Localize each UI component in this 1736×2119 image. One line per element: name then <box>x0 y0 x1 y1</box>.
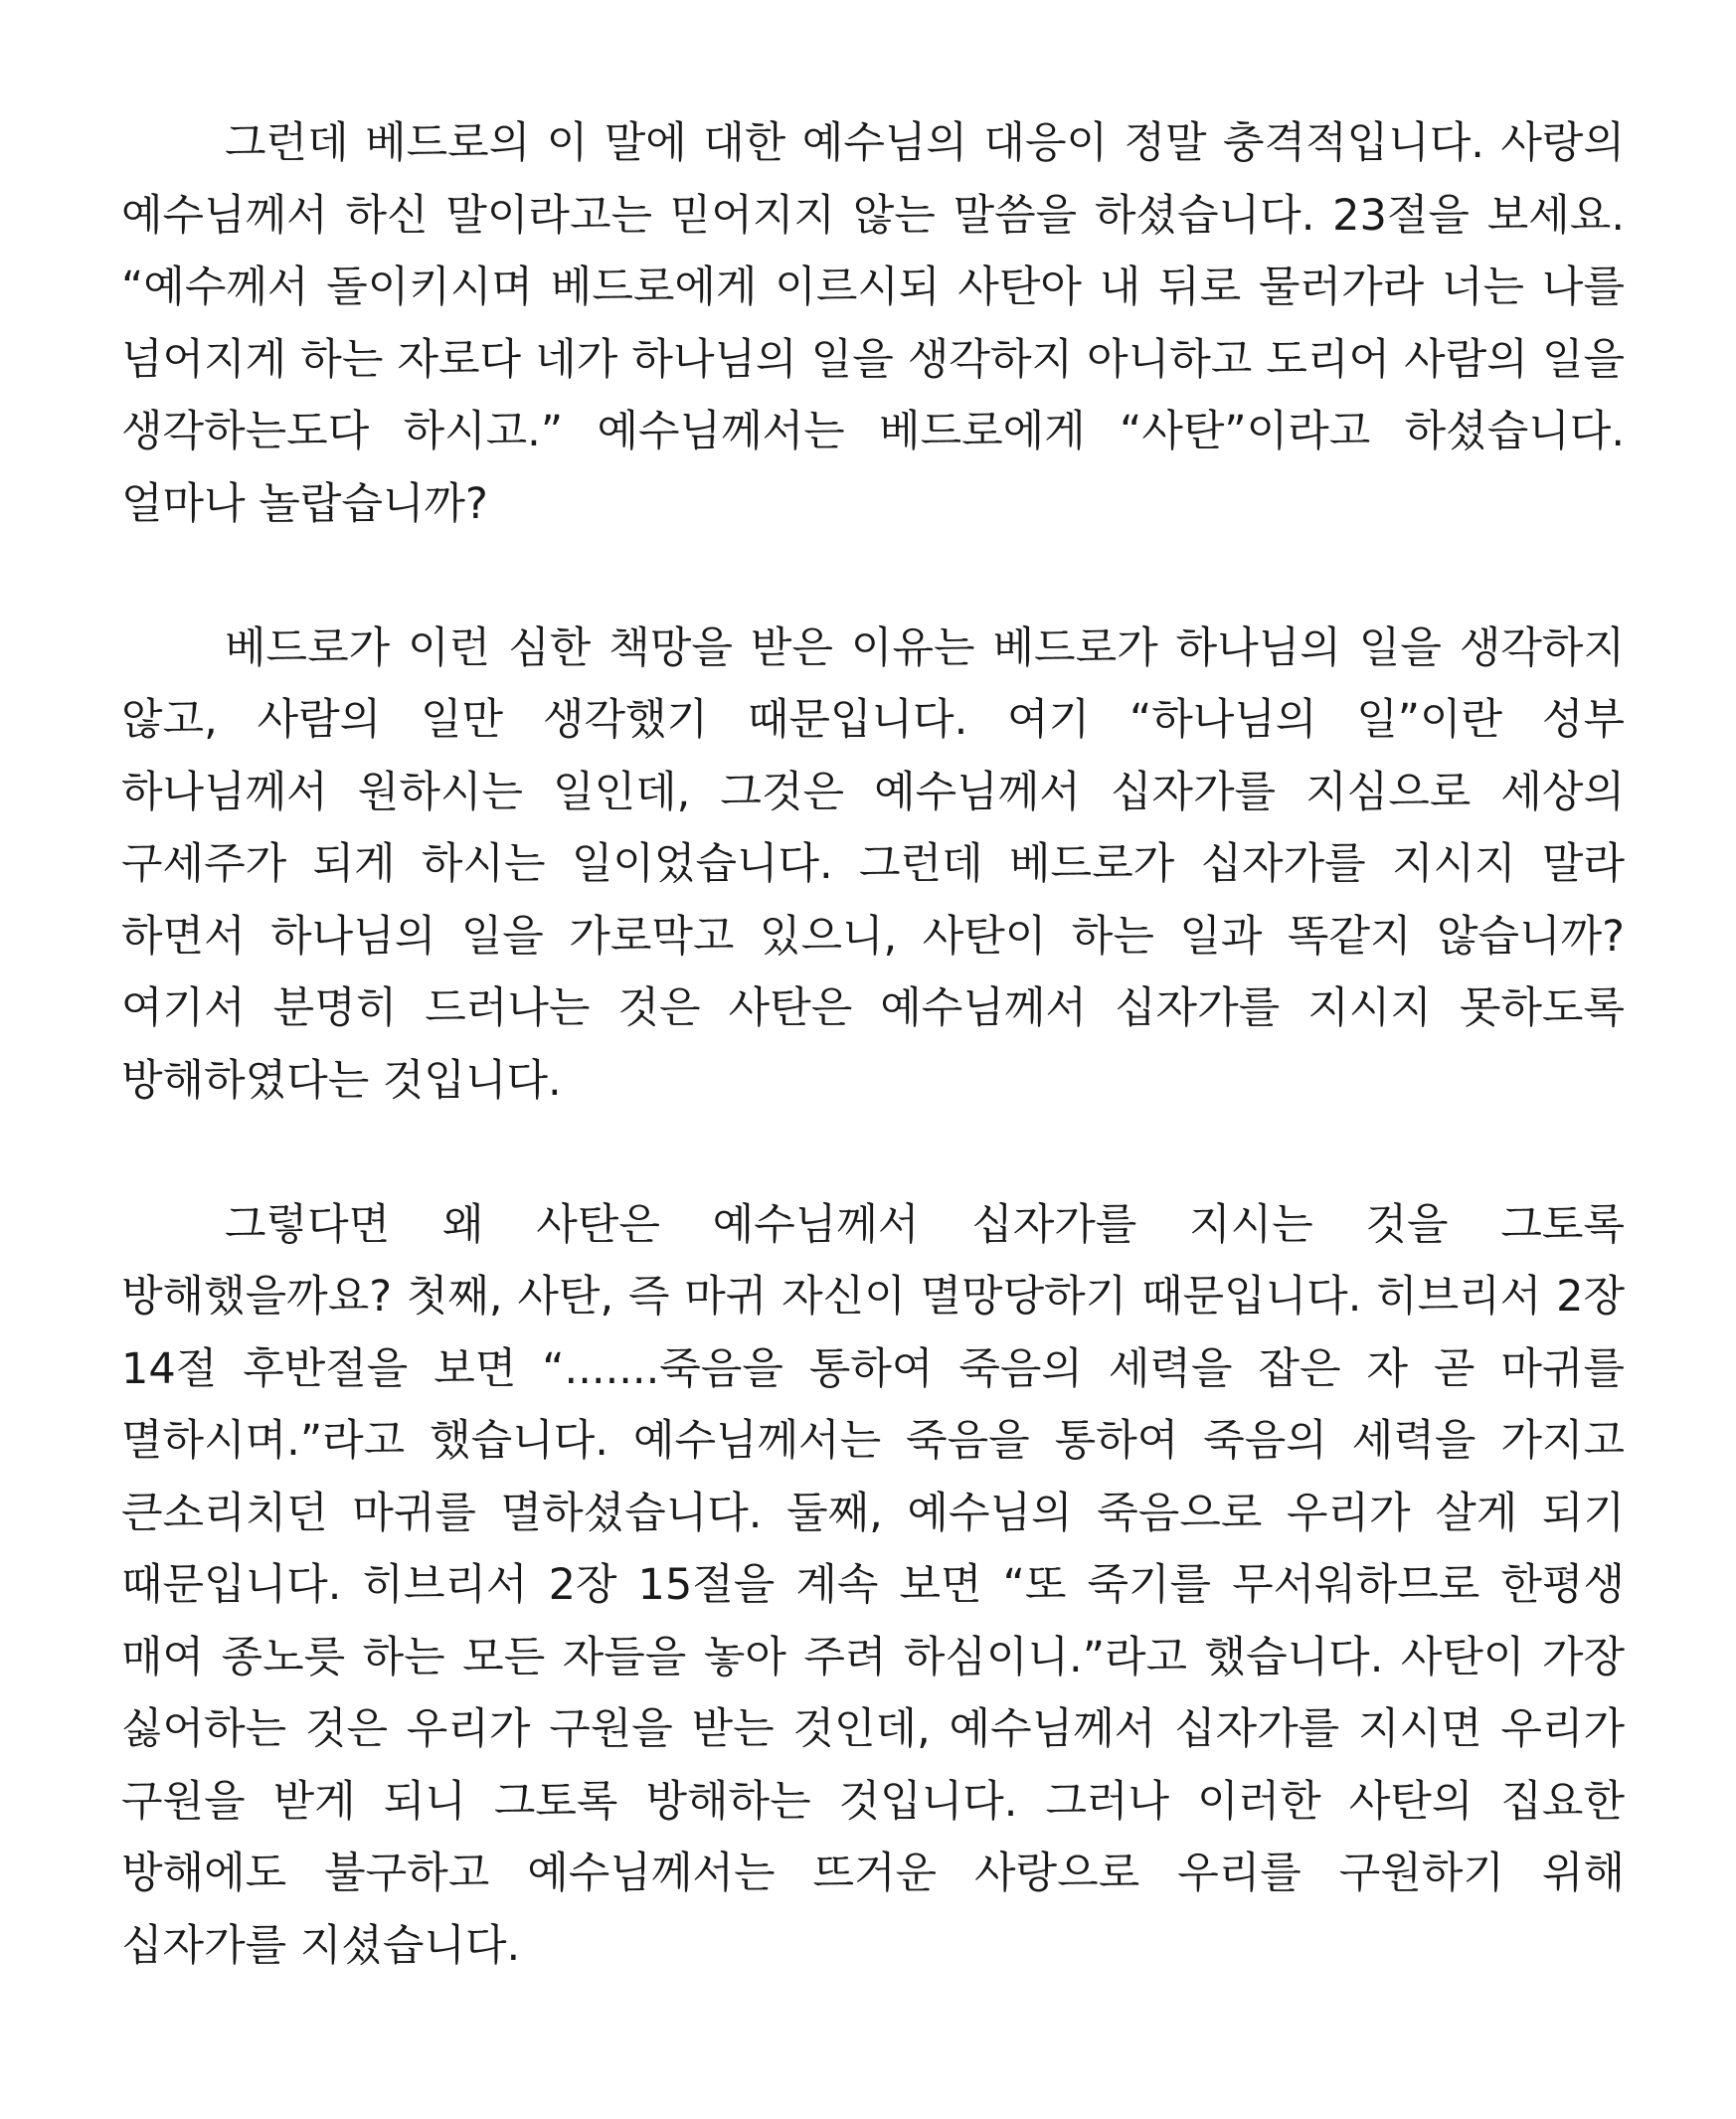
paragraph-peter-rebuke: 그런데 베드로의 이 말에 대한 예수님의 대응이 정말 충격적입니다. 사랑의 예수님께서 하신 말이라고는 믿어지지 않는 말씀을 하셨습니다. 23절을 보세요. “예수께서 돌이키시며 베드로에게 이르시되 사탄아 내 뒤로 물러가라 너는 나를 넘어지게 하는 자로다 네가 하나님의 일을 생각하지 아니하고 도리어 사람의 일을 생각하는도다 하시고.” 예수님께서는 베드로에게 “사탄”이라고 하셨습니다. 얼마나 놀랍습니까? <box>121 118 1625 529</box>
paragraph-why-satan-hindered: 그렇다면 왜 사탄은 예수님께서 십자가를 지시는 것을 그토록 방해했을까요? 첫째, 사탄, 즉 마귀 자신이 멸망당하기 때문입니다. 히브리서 2장 14절 후반절을 보면 “.......죽음을 통하여 죽음의 세력을 잡은 자 곧 마귀를 멸하시며.”라고 했습니다. 예수님께서는 죽음을 통하여 죽음의 세력을 가지고 큰소리치던 마귀를 멸하셨습니다. 둘째, 예수님의 죽음으로 우리가 살게 되기 때문입니다. 히브리서 2장 15절을 계속 보면 “또 죽기를 무서워하므로 한평생 매여 종노릇 하는 모든 자들을 놓아 주려 하심이니.”라고 했습니다. 사탄이 가장 싫어하는 것은 우리가 구원을 받는 것인데, 예수님께서 십자가를 지시면 우리가 구원을 받게 되니 그토록 방해하는 것입니다. 그러나 이러한 사탄의 집요한 방해에도 불구하고 예수님께서는 뜨거운 사랑으로 우리를 구원하기 위해 십자가를 지셨습니다. <box>121 1199 1626 1971</box>
paragraph-gods-work: 베드로가 이런 심한 책망을 받은 이유는 베드로가 하나님의 일을 생각하지 않고, 사람의 일만 생각했기 때문입니다. 여기 “하나님의 일”이란 성부 하나님께서 원하시는 일인데, 그것은 예수님께서 십자가를 지심으로 세상의 구세주가 되게 하시는 일이었습니다. 그런데 베드로가 십자가를 지시지 말라 하면서 하나님의 일을 가로막고 있으니, 사탄이 하는 일과 똑같지 않습니까? 여기서 분명히 드러나는 것은 사탄은 예수님께서 십자가를 지시지 못하도록 방해하였다는 것입니다. <box>121 622 1625 1106</box>
document-body <box>121 107 1625 1982</box>
